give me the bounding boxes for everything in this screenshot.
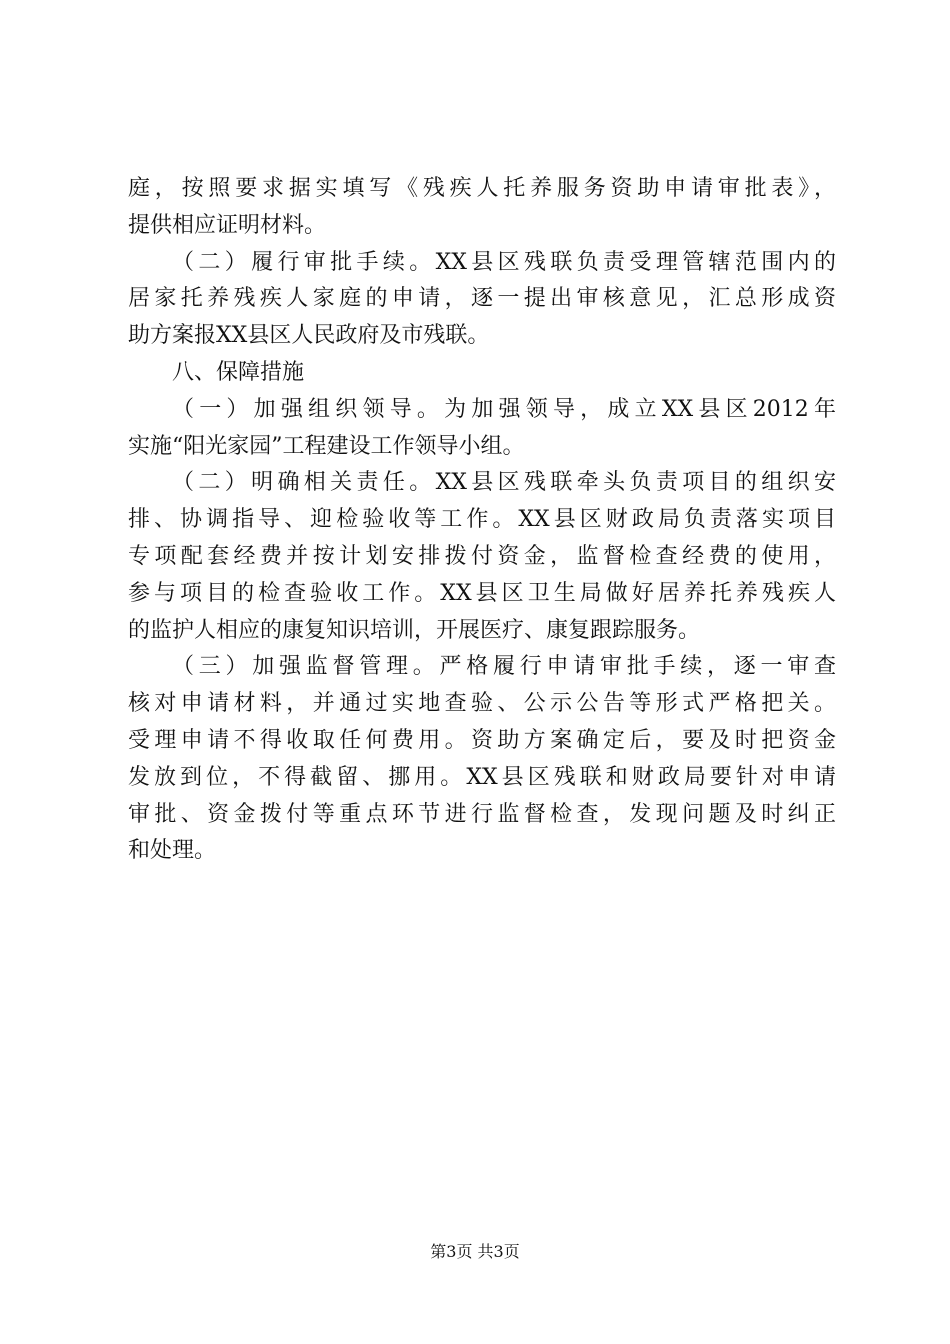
document-body	[128, 171, 836, 870]
paragraph-line: 庭，按照要求据实填写《残疾人托养服务资助申请审批表》，	[128, 176, 836, 201]
page-footer	[0, 1240, 950, 1264]
paragraph-line: （二）明确相关责任。XX县区残联牵头负责项目的组织安	[172, 470, 836, 496]
paragraph-line: 专项配套经费并按计划安排拨付资金，监督检查经费的使用，	[128, 543, 836, 569]
paragraph-line: 提供相应证明材料。	[128, 212, 327, 238]
paragraph-line: （二）履行审批手续。XX县区残联负责受理管辖范围内的	[172, 249, 836, 275]
page-number: 第3页 共3页	[430, 1242, 520, 1261]
paragraph-line: （一）加强组织领导。为加强领导，成立XX县区2012年	[172, 396, 836, 422]
paragraph-line: 参与项目的检查验收工作。XX县区卫生局做好居养托养残疾人	[128, 580, 836, 606]
paragraph-line: 居家托养残疾人家庭的申请，逐一提出审核意见，汇总形成资	[128, 286, 836, 312]
paragraph-line: 发放到位，不得截留、挪用。XX县区残联和财政局要针对申请	[128, 764, 836, 790]
paragraph-line: 的监护人相应的康复知识培训，开展医疗、康复跟踪服务。	[128, 617, 701, 643]
paragraph-line: （三）加强监督管理。严格履行申请审批手续，逐一审查	[172, 654, 836, 680]
paragraph-line: 实施“阳光家园”工程建设工作领导小组。	[128, 433, 525, 459]
paragraph-line: 助方案报XX县区人民政府及市残联。	[128, 323, 490, 349]
paragraph-line: 和处理。	[128, 838, 217, 864]
paragraph-line: 审批、资金拨付等重点环节进行监督检查，发现问题及时纠正	[128, 801, 836, 827]
paragraph-line: 排、协调指导、迎检验收等工作。XX县区财政局负责落实项目	[128, 507, 836, 533]
paragraph-line: 受理申请不得收取任何费用。资助方案确定后，要及时把资金	[128, 727, 836, 753]
section-heading: 八、保障措施	[172, 359, 305, 385]
paragraph-line: 核对申请材料，并通过实地查验、公示公告等形式严格把关。	[128, 691, 836, 717]
